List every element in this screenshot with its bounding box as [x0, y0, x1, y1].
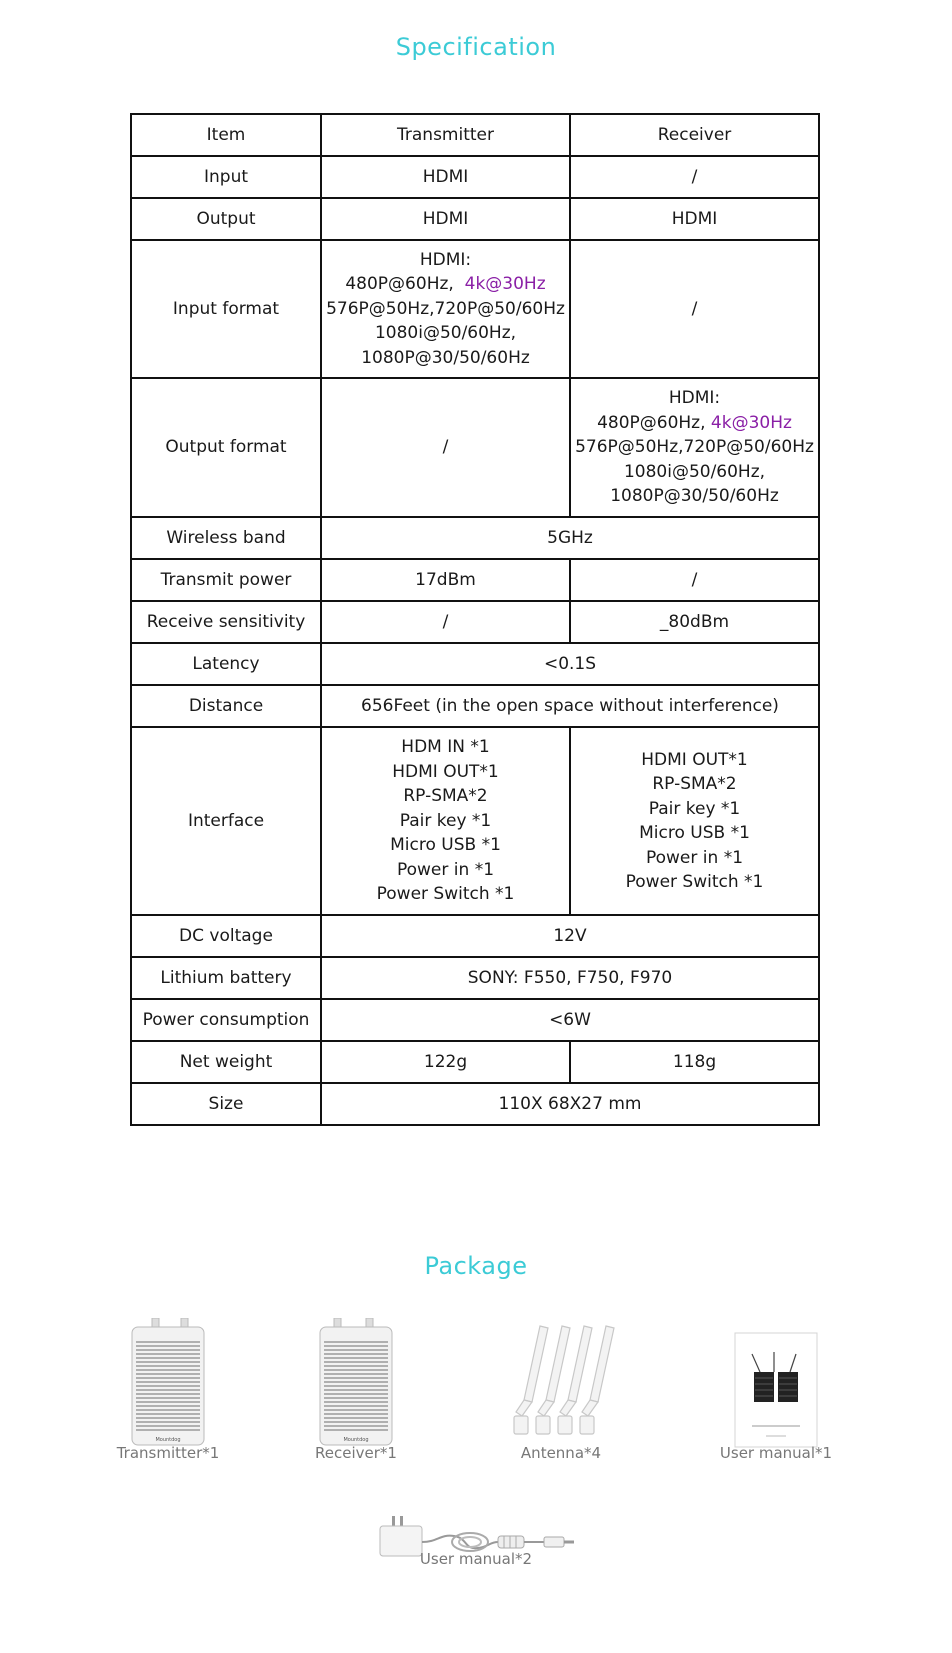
table-row-power-consumption — [131, 999, 819, 1041]
format-text: 480P@60Hz, — [345, 274, 454, 295]
format-line: 1080i@50/60Hz, — [374, 323, 517, 344]
specification-title: Specification — [395, 33, 557, 61]
row-label: Transmit power — [131, 559, 321, 601]
receiver-value: / — [570, 156, 819, 198]
receiver-value — [570, 727, 819, 915]
table-header-row — [131, 114, 819, 156]
interface-line: Micro USB *1 — [639, 823, 750, 843]
package-title: Package — [424, 1252, 528, 1280]
table-row-transmit-power — [131, 559, 819, 601]
table-row-lithium-battery — [131, 957, 819, 999]
receiver-value — [570, 378, 819, 517]
table-row-wireless-band — [131, 517, 819, 559]
shared-value: <0.1S — [321, 643, 819, 685]
device-brand: Mountdog — [155, 1437, 181, 1443]
interface-line: HDM IN *1 — [401, 737, 490, 758]
format-line: 576P@50Hz,720P@50/60Hz — [326, 298, 565, 319]
format-line: 1080P@30/50/60Hz — [361, 347, 530, 368]
shared-value: SONY: F550, F750, F970 — [321, 957, 819, 999]
package-label: Receiver*1 — [315, 1444, 397, 1462]
user-manual-icon — [734, 1332, 818, 1448]
format-text: 480P@60Hz, — [597, 412, 706, 433]
table-row-receive-sensitivity — [131, 601, 819, 643]
interface-line: HDMI OUT*1 — [392, 761, 499, 782]
receiver-value: / — [570, 559, 819, 601]
interface-line: Micro USB *1 — [390, 835, 501, 856]
receiver-value: _80dBm — [570, 601, 819, 643]
package-label: User manual*1 — [719, 1444, 833, 1462]
row-label: Receive sensitivity — [131, 601, 321, 643]
format-line: 1080i@50/60Hz, — [623, 461, 766, 482]
table-row-output-format — [131, 378, 819, 517]
transmitter-value: 122g — [321, 1041, 570, 1083]
row-label: Output — [131, 198, 321, 240]
row-label: Lithium battery — [131, 957, 321, 999]
row-label: Input format — [131, 240, 321, 378]
row-label: Output format — [131, 378, 321, 517]
device-brand: Mountdog — [343, 1437, 369, 1443]
receiver-value: / — [570, 240, 819, 378]
table-row-latency — [131, 643, 819, 685]
header-receiver: Receiver — [570, 114, 819, 156]
antenna-icon — [510, 1324, 630, 1444]
row-label: Distance — [131, 685, 321, 727]
format-line: 1080P@30/50/60Hz — [610, 486, 779, 507]
transmitter-value: / — [321, 378, 570, 517]
row-label: Power consumption — [131, 999, 321, 1041]
interface-line: Power in *1 — [645, 847, 744, 868]
transmitter-value: 17dBm — [321, 559, 570, 601]
transmitter-value: / — [321, 601, 570, 643]
row-label: Size — [131, 1083, 321, 1125]
table-row-size — [131, 1083, 819, 1125]
table-row-distance — [131, 685, 819, 727]
interface-line: HDMI OUT*1 — [641, 749, 748, 770]
header-transmitter: Transmitter — [321, 114, 570, 156]
shared-value: 656Feet (in the open space without interference) — [321, 685, 819, 727]
transmitter-value: HDMI — [321, 198, 570, 240]
row-label: Interface — [131, 727, 321, 915]
transmitter-value — [321, 240, 570, 378]
header-item: Item — [131, 114, 321, 156]
format-line: HDMI: — [668, 388, 721, 409]
table-row-input — [131, 156, 819, 198]
table-row-output — [131, 198, 819, 240]
format-highlight: 4k@30Hz — [710, 412, 792, 433]
package-label: Antenna*4 — [520, 1444, 602, 1462]
interface-line: Pair key *1 — [399, 810, 492, 831]
receiver-device-icon — [318, 1318, 394, 1446]
receiver-value: 118g — [570, 1041, 819, 1083]
interface-line: Power Switch *1 — [625, 872, 764, 892]
row-label: Input — [131, 156, 321, 198]
table-row-interface — [131, 727, 819, 915]
table-row-dc-voltage — [131, 915, 819, 957]
row-label: Wireless band — [131, 517, 321, 559]
format-line: 576P@50Hz,720P@50/60Hz — [575, 437, 814, 458]
interface-line: RP-SMA*2 — [403, 786, 488, 807]
format-line — [324, 272, 567, 297]
package-label: User manual*2 — [419, 1550, 533, 1568]
interface-line: Power in *1 — [396, 859, 495, 880]
table-row-net-weight — [131, 1041, 819, 1083]
shared-value: 5GHz — [321, 517, 819, 559]
shared-value: 12V — [321, 915, 819, 957]
package-label: Transmitter*1 — [116, 1444, 220, 1462]
transmitter-device-icon — [130, 1318, 206, 1446]
format-line: HDMI: — [419, 249, 472, 270]
specification-table — [130, 113, 820, 1126]
shared-value: 110X 68X27 mm — [321, 1083, 819, 1125]
format-line — [573, 411, 816, 436]
row-label: Net weight — [131, 1041, 321, 1083]
format-highlight: 4k@30Hz — [464, 274, 546, 295]
shared-value: <6W — [321, 999, 819, 1041]
table-row-input-format — [131, 240, 819, 378]
interface-line: RP-SMA*2 — [652, 774, 737, 794]
interface-line: Power Switch *1 — [376, 884, 515, 905]
transmitter-value: HDMI — [321, 156, 570, 198]
receiver-value: HDMI — [570, 198, 819, 240]
interface-line: Pair key *1 — [648, 798, 741, 819]
row-label: DC voltage — [131, 915, 321, 957]
row-label: Latency — [131, 643, 321, 685]
transmitter-value — [321, 727, 570, 915]
